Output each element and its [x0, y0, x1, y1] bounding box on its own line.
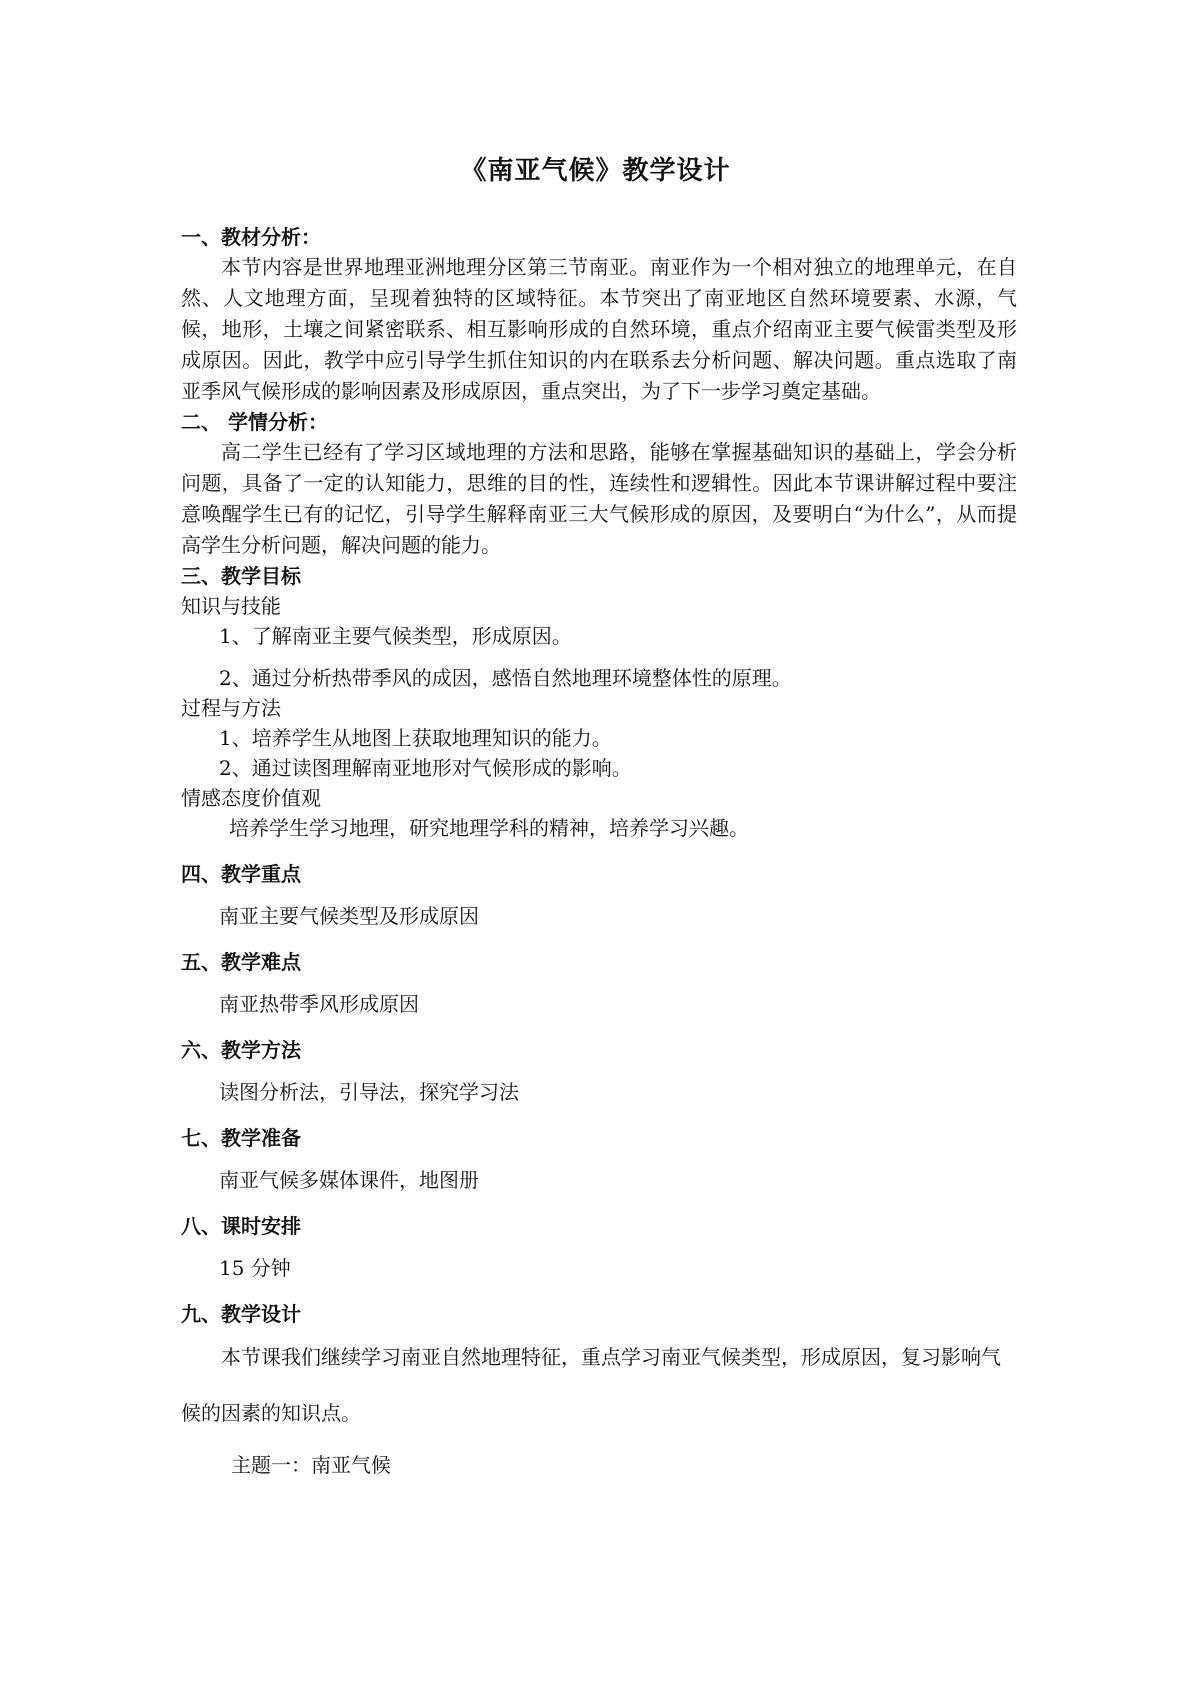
section-3-attitude-item-1: 培养学生学习地理，研究地理学科的精神，培养学习兴趣。 [229, 816, 749, 840]
section-9-heading: 九、教学设计 [181, 1302, 301, 1326]
section-3-process-item-1: 1、培养学生从地图上获取地理知识的能力。 [219, 726, 612, 750]
section-4-body: 南亚主要气候类型及形成原因 [219, 904, 479, 928]
section-4-heading: 四、教学重点 [181, 862, 301, 886]
section-3-subheading-attitude: 情感态度价值观 [181, 786, 321, 810]
section-9-topic-1: 主题一：南亚气候 [231, 1453, 391, 1477]
section-5-body: 南亚热带季风形成原因 [219, 992, 419, 1016]
section-1-heading: 一、教材分析： [181, 225, 321, 249]
section-3-process-item-2: 2、通过读图理解南亚地形对气候形成的影响。 [219, 756, 632, 780]
section-6-body: 读图分析法，引导法，探究学习法 [219, 1080, 519, 1104]
document-title: 《南亚气候》教学设计 [460, 156, 731, 186]
section-2-paragraph: 高二学生已经有了学习区域地理的方法和思路，能够在掌握基础知识的基础上，学会分析问题，具备了一定的认知能力，思维的目的性，连续性和逻辑性。因此本节课讲解过程中要注意唤醒学生已有的记忆，引导学生解释南亚三大气候形成的原因，及要明白“为什么”，从而提高学生分析问题，解决问题的能力。 [181, 440, 1017, 557]
section-8-heading: 八、课时安排 [181, 1214, 301, 1238]
section-1-paragraph: 本节内容是世界地理亚洲地理分区第三节南亚。南亚作为一个相对独立的地理单元，在自然、人文地理方面，呈现着独特的区域特征。本节突出了南亚地区自然环境要素、水源，气候，地形，土壤之间紧密联系、相互影响形成的自然环境，重点介绍南亚主要气候雷类型及形成原因。因此，教学中应引导学生抓住知识的内在联系去分析问题、解决问题。重点选取了南亚季风气候形成的影响因素及形成原因，重点突出，为了下一步学习奠定基础。 [181, 255, 1017, 403]
document-body [181, 222, 1017, 1485]
section-2-heading: 二、 学情分析： [181, 410, 328, 434]
section-6-heading: 六、教学方法 [181, 1038, 301, 1062]
section-3-knowledge-item-2: 2、通过分析热带季风的成因，感悟自然地理环境整体性的原理。 [219, 666, 792, 690]
section-3-subheading-process: 过程与方法 [181, 696, 281, 720]
section-9-paragraph: 本节课我们继续学习南亚自然地理特征，重点学习南亚气候类型，形成原因，复习影响气候的因素的知识点。 [181, 1345, 1001, 1425]
section-8-body: 15 分钟 [219, 1256, 291, 1280]
section-5-heading: 五、教学难点 [181, 950, 301, 974]
section-7-heading: 七、教学准备 [181, 1126, 301, 1150]
section-7-body: 南亚气候多媒体课件，地图册 [219, 1168, 479, 1192]
section-3-heading: 三、教学目标 [181, 564, 301, 588]
section-3-knowledge-item-1: 1、了解南亚主要气候类型，形成原因。 [219, 624, 572, 648]
section-3-subheading-knowledge: 知识与技能 [181, 594, 281, 618]
